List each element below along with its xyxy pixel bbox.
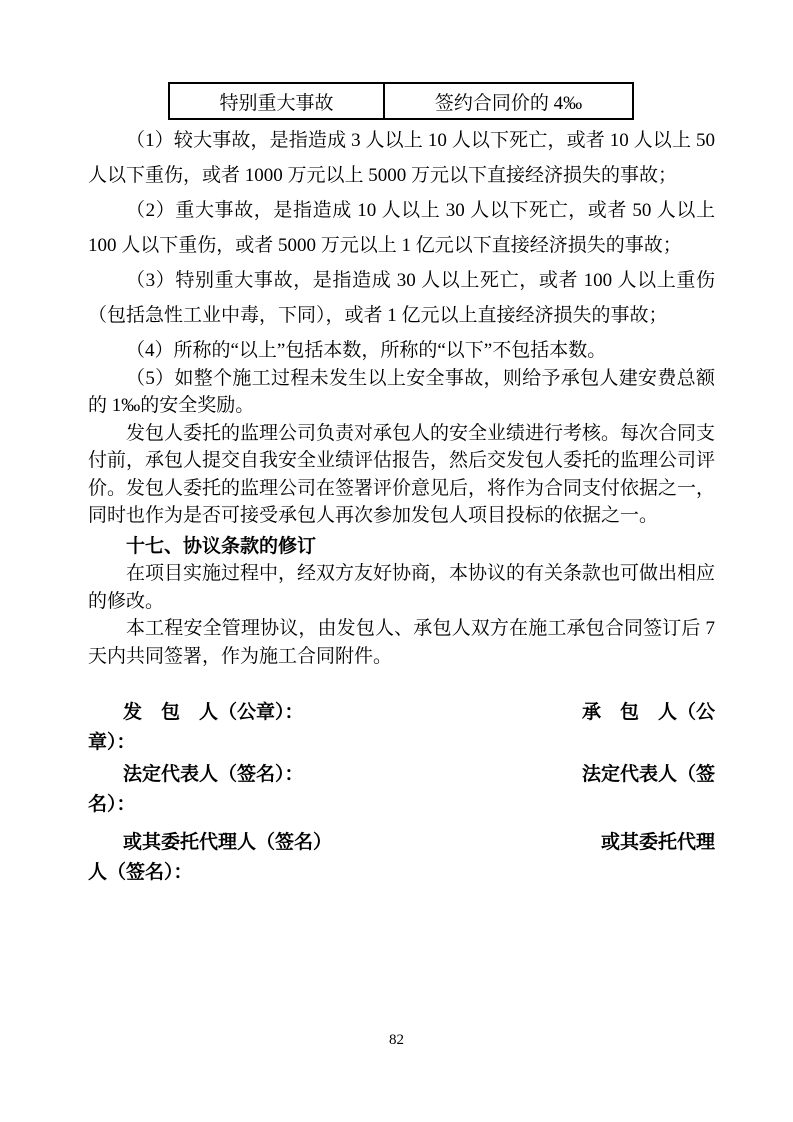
employer-agent-label: 或其委托代理人（签名） xyxy=(123,832,333,853)
amendment-paragraph: 在项目实施过程中，经双方友好协商，本协议的有关条款也可做出相应的修改。 xyxy=(88,563,716,612)
assessment-paragraph: 发包人委托的监理公司负责对承包人的安全业绩进行考核。每次合同支付前，承包人提交自我安全业绩评估报告，然后交发包人委托的监理公司评价。发包人委托的监理公司在签署评价意见后，将作为合同支付依据之一，同时也作为是否可接受承包人再次参加发包人项目投标的依据之一。 xyxy=(88,422,716,526)
contractor-agent-label-wrap: 人（签名）： xyxy=(88,862,193,883)
contractor-seal-label: 承 包 人（公 xyxy=(581,702,715,723)
page-content xyxy=(0,82,793,888)
employer-seal-label: 发 包 人（公章）： xyxy=(123,702,304,723)
page-number: 82 xyxy=(389,1032,404,1048)
contractor-seal-label-wrap: 章）： xyxy=(88,732,136,753)
clause-item-2: （2）重大事故，是指造成 10 人以上 30 人以下死亡，或者 50 人以上 100 人以下重伤，或者 5000 万元以上 1 亿元以下直接经济损失的事故； xyxy=(88,200,715,256)
contractor-legal-rep-label-wrap: 名）： xyxy=(88,794,136,815)
table-row xyxy=(169,83,633,119)
signing-paragraph: 本工程安全管理协议，由发包人、承包人双方在施工承包合同签订后 7 天内共同签署，作为施工合同附件。 xyxy=(88,618,715,667)
contractor-agent-label: 或其委托代理 xyxy=(600,832,715,853)
clause-item-5: （5）如整个施工过程未发生以上安全事故，则给予承包人建安费总额的 1‰的安全奖励。 xyxy=(88,367,715,416)
signature-row-seal xyxy=(88,698,715,728)
table-cell-penalty-rate: 签约合同价的 4‰ xyxy=(384,83,633,119)
signature-row-legal-rep xyxy=(88,760,715,790)
signature-block xyxy=(88,698,715,888)
contractor-legal-rep-label: 法定代表人（签 xyxy=(581,764,715,785)
clause-item-4: （4）所称的“以上”包括本数，所称的“以下”不包括本数。 xyxy=(126,340,607,361)
employer-legal-rep-label: 法定代表人（签名）： xyxy=(123,764,304,785)
clause-item-3: （3）特别重大事故，是指造成 30 人以上死亡，或者 100 人以上重伤（包括急性工业中毒，下同），或者 1 亿元以上直接经济损失的事故； xyxy=(88,270,715,326)
signature-row-agent xyxy=(88,828,715,858)
accident-penalty-table xyxy=(168,82,634,120)
clause-item-1: （1）较大事故，是指造成 3 人以上 10 人以下死亡，或者 10 人以上 50 人以下重伤，或者 1000 万元以上 5000 万元以下直接经济损失的事故； xyxy=(88,130,715,186)
section-heading-17: 十七、协议条款的修订 xyxy=(126,535,317,557)
table-cell-accident-level: 特别重大事故 xyxy=(169,83,384,119)
